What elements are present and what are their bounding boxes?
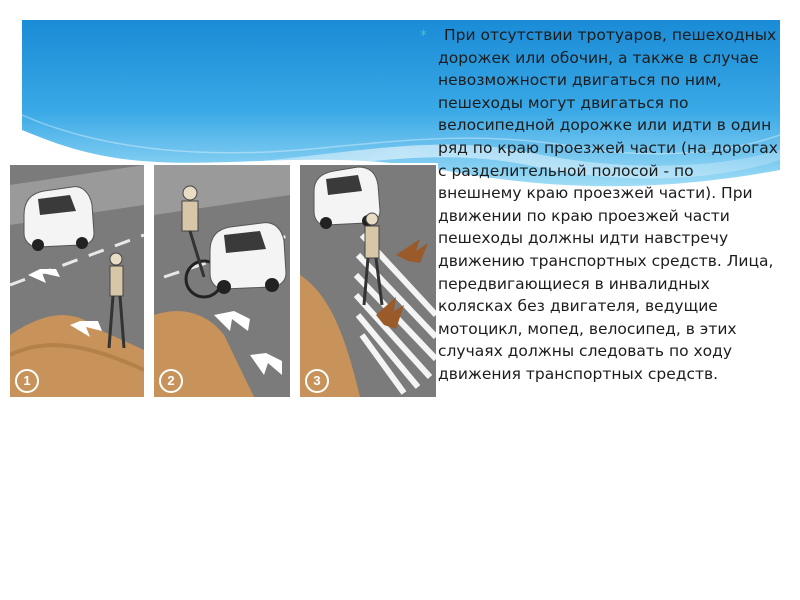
illustration-panel-1: [8, 163, 146, 399]
body-paragraph: При отсутствии тротуаров, пешеходных дорожек или обочин, а также в случае невозможности двигаться по ним, пешеходы могут двигаться по велосипедной дорожке или идти в один ряд по краю проезжей части (на дорогах с разделительной полосой - по внешнему краю проезжей части). При движении по краю проезжей части пешеходы должны идти навстречу движению транспортных средств. Лица, передвигающиеся в инвалидных колясках без двигателя, ведущие мотоцикл, мопед, велосипед, в этих случаях должны следовать по ходу движения транспортных средств.: [438, 26, 778, 383]
illustration-panel-2: [152, 163, 292, 399]
panel-number-3: 3: [305, 369, 329, 393]
bullet-marker: *: [420, 28, 427, 44]
illustration-panel-3: [298, 163, 438, 399]
panel-number-1: 1: [15, 369, 39, 393]
illustration-strip: [8, 163, 438, 403]
panel-number-2: 2: [159, 369, 183, 393]
